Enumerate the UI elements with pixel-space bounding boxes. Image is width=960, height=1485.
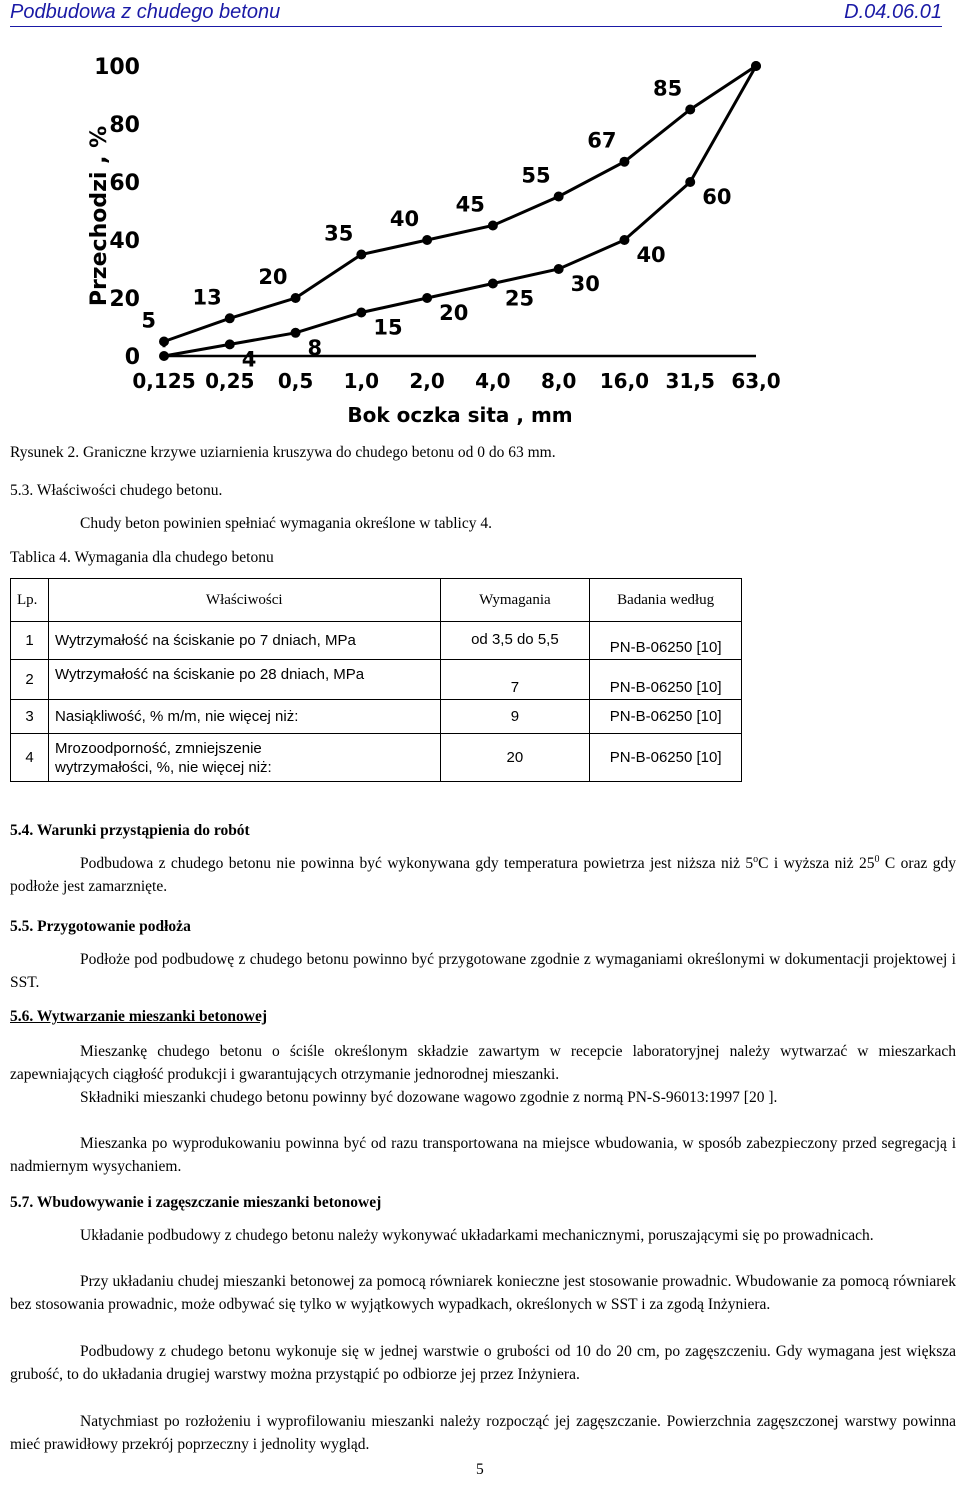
data-point — [422, 293, 432, 303]
data-point — [422, 235, 432, 245]
section-5-7-heading: 5.7. Wbudowywanie i zagęszczanie mieszanki betonowej — [10, 1194, 382, 1211]
data-point — [488, 279, 498, 289]
table-row — [11, 622, 742, 660]
data-label: 55 — [521, 163, 551, 188]
table-header-cell: Właściwości — [48, 579, 440, 622]
requirements-table — [10, 578, 742, 782]
data-point — [488, 221, 498, 231]
section-5-5-heading: 5.5. Przygotowanie podłoża — [10, 918, 191, 935]
table-cell: PN-B-06250 [10] — [590, 734, 742, 782]
table-cell: od 3,5 do 5,5 — [440, 622, 590, 660]
data-label: 25 — [504, 286, 535, 311]
x-tick-label: 4,0 — [475, 369, 511, 393]
table-cell: PN-B-06250 [10] — [590, 660, 742, 700]
y-tick-label: 20 — [109, 287, 140, 312]
table-cell: 7 — [440, 660, 590, 700]
figure-caption: Rysunek 2. Graniczne krzywe uziarnienia kruszywa do chudego betonu od 0 do 63 mm. — [10, 444, 556, 461]
data-point — [554, 264, 564, 274]
data-point — [159, 351, 169, 361]
data-point — [619, 157, 629, 167]
x-tick-label: 0,125 — [132, 369, 196, 393]
superscript: 0 — [874, 853, 880, 865]
data-label: 30 — [570, 272, 600, 296]
table-cell: 2 — [11, 660, 49, 700]
table-cell: 3 — [11, 700, 49, 734]
y-tick-label: 40 — [109, 229, 140, 254]
y-tick-label: 80 — [109, 113, 140, 138]
y-axis-label: Przechodzi , % — [87, 125, 112, 307]
data-point — [751, 61, 761, 71]
table-cell: 4 — [11, 734, 49, 782]
y-tick-label: 0 — [124, 345, 140, 370]
section-5-6-p1: Mieszankę chudego betonu o ściśle określonym składzie zawartym w recepcie laboratoryjnej należy wytwarzać w mieszarkach zapewniających ciągłość produkcji i gwarantujących otrzymanie jednorodnej mieszanki. — [10, 1043, 956, 1083]
data-label: 13 — [192, 285, 222, 310]
data-label: 5 — [141, 308, 156, 333]
data-label: 4 — [241, 347, 257, 372]
data-point — [356, 308, 366, 318]
section-5-4-text — [10, 853, 956, 898]
x-tick-label: 63,0 — [731, 369, 781, 393]
data-point — [159, 337, 169, 347]
text-run: C i wyższa niż 25 — [758, 855, 875, 872]
data-label: 20 — [258, 265, 288, 289]
superscript: o — [753, 853, 759, 865]
section-5-7-p3: Podbudowy z chudego betonu wykonuje się w jednej warstwie o grubości od 10 do 20 cm, po zagęszczeniu. Gdy wymagana jest większa grubość, to do układania drugiej warstwy można przystąpić po odbiorze jej przez Inżyniera. — [10, 1343, 956, 1383]
data-label: 8 — [307, 335, 323, 360]
section-5-3-heading: 5.3. Właściwości chudego betonu. — [10, 482, 223, 499]
data-point — [619, 235, 629, 245]
table-cell: Wytrzymałość na ściskanie po 7 dniach, MPa — [48, 622, 440, 660]
table-cell: 1 — [11, 622, 49, 660]
table-caption: Tablica 4. Wymagania dla chudego betonu — [10, 549, 274, 566]
data-label: 15 — [373, 315, 403, 340]
header-rule — [10, 26, 942, 27]
data-point — [225, 313, 235, 323]
section-5-4-heading: 5.4. Warunki przystąpienia do robót — [10, 822, 250, 839]
table-header-cell: Lp. — [11, 579, 49, 622]
x-tick-label: 1,0 — [343, 369, 380, 393]
section-5-7-p4: Natychmiast po rozłożeniu i wyprofilowaniu mieszanki należy rozpocząć jej zagęszczanie. Powierzchnia zagęszczonej warstwy powinna mieć prawidłowy przekrój poprzeczny i jednolity wygląd. — [10, 1413, 956, 1453]
data-label: 85 — [652, 76, 683, 101]
data-label: 60 — [702, 185, 732, 209]
section-5-7-p2: Przy układaniu chudej mieszanki betonowej za pomocą równiarek konieczne jest stosowanie prowadnic. Wbudowanie za pomocą równiarek bez stosowania prowadnic, może odbywać się tylko w wyjątkowych wypadkach, określonych w SST i za zgodą Inżyniera. — [10, 1273, 956, 1313]
table-cell: Nasiąkliwość, % m/m, nie więcej niż: — [48, 700, 440, 734]
table-row — [11, 660, 742, 700]
data-label: 20 — [439, 301, 469, 325]
data-label: 40 — [389, 207, 420, 231]
section-5-5-text: Podłoże pod podbudowę z chudego betonu powinno być przygotowane zgodnie z wymaganiami określonymi w dokumentacji projektowej i SST. — [10, 951, 956, 991]
data-point — [554, 192, 564, 202]
table-cell: Wytrzymałość na ściskanie po 28 dniach, MPa — [48, 660, 440, 700]
data-point — [225, 339, 235, 349]
page-header — [0, 0, 960, 30]
x-tick-label: 8,0 — [540, 369, 577, 393]
data-point — [685, 105, 695, 115]
data-label: 40 — [636, 243, 666, 267]
section-5-7-p1: Układanie podbudowy z chudego betonu należy wykonywać układarkami mechanicznymi, poruszającymi się po prowadnicach. — [80, 1227, 874, 1244]
data-label: 45 — [455, 192, 485, 217]
header-title: Podbudowa z chudego betonu — [10, 1, 281, 23]
data-point — [291, 328, 301, 338]
x-tick-label: 0,25 — [205, 369, 255, 393]
data-label: 35 — [324, 221, 354, 246]
x-tick-label: 0,5 — [277, 369, 314, 393]
y-tick-label: 60 — [109, 171, 140, 196]
x-axis-label: Bok oczka sita , mm — [347, 403, 573, 427]
x-tick-label: 2,0 — [409, 369, 445, 393]
text-run: C oraz gdy podłoże jest zamarznięte. — [10, 855, 956, 895]
data-label: 67 — [587, 128, 617, 153]
table-row — [11, 700, 742, 734]
y-tick-label: 100 — [94, 55, 140, 80]
table-cell: Mrozoodporność, zmniejszenie wytrzymałości, %, nie więcej niż: — [48, 734, 440, 782]
data-point — [356, 250, 366, 260]
section-5-6-p2: Składniki mieszanki chudego betonu powinny być dozowane wagowo zgodnie z normą PN-S-96013:1997 [20 ]. — [80, 1089, 778, 1106]
table-header-cell: Wymagania — [440, 579, 590, 622]
grading-curve-chart — [80, 36, 790, 428]
section-5-6-heading: 5.6. Wytwarzanie mieszanki betonowej — [10, 1008, 268, 1025]
table-cell: PN-B-06250 [10] — [590, 700, 742, 734]
section-5-3-text: Chudy beton powinien spełniać wymagania określone w tablicy 4. — [80, 515, 492, 532]
table-header-cell: Badania według — [590, 579, 742, 622]
header-code: D.04.06.01 — [844, 1, 942, 23]
x-tick-label: 16,0 — [599, 369, 650, 393]
data-point — [291, 293, 301, 303]
table-cell: 9 — [440, 700, 590, 734]
table-cell: PN-B-06250 [10] — [590, 622, 742, 660]
text-run: Podbudowa z chudego betonu nie powinna być wykonywana gdy temperatura powietrza jest niższa niż 5 — [80, 855, 754, 872]
table-cell: 20 — [440, 734, 590, 782]
section-5-6-p3: Mieszanka po wyprodukowaniu powinna być od razu transportowana na miejsce wbudowania, w sposób zabezpieczony przed segregacją i nadmiernym wysychaniem. — [10, 1135, 956, 1175]
page-number: 5 — [476, 1461, 484, 1478]
table-header-row — [11, 579, 742, 622]
table-row — [11, 734, 742, 782]
data-point — [685, 177, 695, 187]
x-tick-label: 31,5 — [665, 369, 715, 393]
